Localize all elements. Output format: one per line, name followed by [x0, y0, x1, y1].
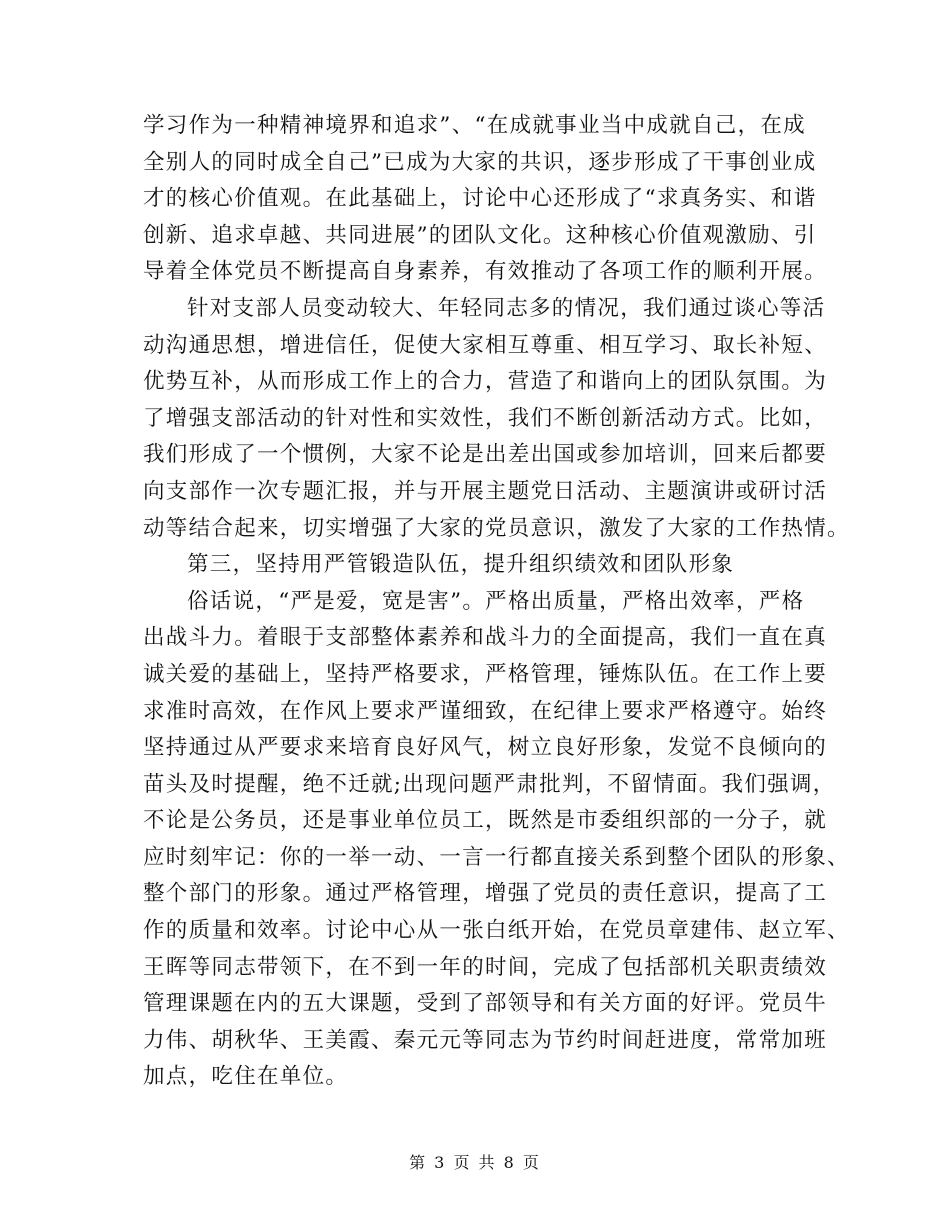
text-line: 动等结合起来，切实增强了大家的党员意识，激发了大家的工作热情。 [143, 515, 850, 541]
text-line: 整个部门的形象。通过严格管理，增强了党员的责任意识，提高了工 [143, 881, 828, 907]
page-footer: 第 3 页 共 8 页 [409, 1153, 541, 1172]
text-line: 向支部作一次专题汇报，并与开展主题党日活动、主题演讲或研讨活 [143, 478, 828, 504]
text-line: 求准时高效，在作风上要求严谨细致，在纪律上要求严格遵守。始终 [143, 698, 828, 724]
text-line: 第三，坚持用严管锻造队伍，提升组织绩效和团队形象 [187, 552, 735, 578]
text-line: 俗话说，“严是爱，宽是害”。严格出质量，严格出效率，严格 [187, 588, 805, 614]
text-line: 加点，吃住在单位。 [143, 1064, 349, 1090]
text-line: 应时刻牢记：你的一举一动、一言一行都直接关系到整个团队的形象、 [143, 844, 850, 870]
text-line: 优势互补，从而形成工作上的合力，营造了和谐向上的团队氛围。为 [143, 369, 828, 395]
document-body [143, 108, 850, 1096]
text-line: 针对支部人员变动较大、年轻同志多的情况，我们通过谈心等活 [187, 295, 826, 321]
text-line: 管理课题在内的五大课题，受到了部领导和有关方面的好评。党员牛 [143, 991, 828, 1017]
text-line: 出战斗力。着眼于支部整体素养和战斗力的全面提高，我们一直在真 [143, 625, 828, 651]
text-line: 我们形成了一个惯例，大家不论是出差出国或参加培训，回来后都要 [143, 442, 828, 468]
text-line: 坚持通过从严要求来培育良好风气，树立良好形象，发觉不良倾向的 [143, 735, 828, 761]
text-line: 作的质量和效率。讨论中心从一张白纸开始，在党员章建伟、赵立军、 [143, 918, 850, 944]
text-line: 才的核心价值观。在此基础上，讨论中心还形成了“求真务实、和谐 [143, 186, 817, 212]
text-line: 了增强支部活动的针对性和实效性，我们不断创新活动方式。比如， [143, 405, 828, 431]
text-line: 力伟、胡秋华、王美霞、秦元元等同志为节约时间赶进度，常常加班 [143, 1027, 828, 1053]
text-line: 王晖等同志带领下，在不到一年的时间，完成了包括部机关职责绩效 [143, 954, 828, 980]
text-line: 苗头及时提醒，绝不迁就;出现问题严肃批判，不留情面。我们强调， [143, 771, 836, 797]
text-line: 创新、追求卓越、共同进展”的团队文化。这种核心价值观激励、引 [143, 222, 817, 248]
text-line: 诚关爱的基础上，坚持严格要求，严格管理，锤炼队伍。在工作上要 [143, 661, 828, 687]
text-line: 学习作为一种精神境界和追求”、“在成就事业当中成就自己，在成 [143, 113, 806, 138]
text-line: 导着全体党员不断提高自身素养，有效推动了各项工作的顺利开展。 [143, 259, 828, 285]
text-line: 不论是公务员，还是事业单位员工，既然是市委组织部的一分子，就 [143, 808, 828, 834]
text-line: 动沟通思想，增进信任，促使大家相互尊重、相互学习、取长补短、 [143, 332, 828, 358]
text-line: 全别人的同时成全自己”已成为大家的共识，逐步形成了干事创业成 [143, 149, 817, 175]
